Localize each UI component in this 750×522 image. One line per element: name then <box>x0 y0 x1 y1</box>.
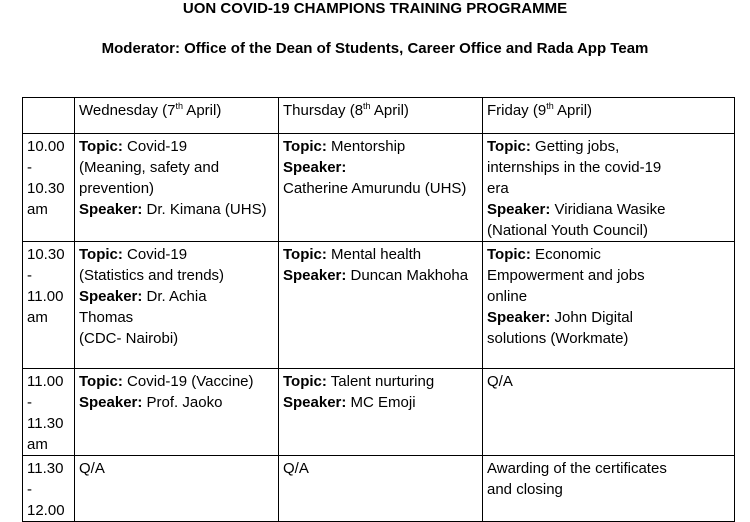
speaker-continuation: Thomas <box>79 309 134 326</box>
speaker-text: Dr. Kimana (UHS) <box>142 201 267 218</box>
topic-continuation: prevention) <box>79 180 155 197</box>
speaker-label: Speaker: <box>487 309 551 326</box>
topic-line <box>283 136 478 157</box>
time-text: 10.00 <box>27 138 65 155</box>
session-cell <box>75 134 279 242</box>
topic-label: Topic: <box>79 138 123 155</box>
speaker-text: Prof. Jaoko <box>142 394 223 411</box>
speaker-line <box>79 286 274 307</box>
topic-line <box>79 371 274 392</box>
session-cell <box>279 134 483 242</box>
topic-line <box>79 244 274 265</box>
time-text: 10.30 <box>27 180 65 197</box>
speaker-line <box>79 199 274 220</box>
topic-text: Covid-19 <box>122 246 188 263</box>
topic-line <box>487 244 730 265</box>
topic-text: Mentorship <box>326 138 406 155</box>
topic-continuation: online <box>487 288 528 305</box>
time-text: 11.30 <box>27 415 64 432</box>
time-cell <box>23 369 75 456</box>
session-text: Q/A <box>283 460 309 477</box>
topic-label: Topic: <box>283 373 327 390</box>
speaker-text: Viridiana Wasike <box>550 201 666 218</box>
time-text: 11.00 <box>27 288 64 305</box>
speaker-text: Duncan Makhoha <box>346 267 469 284</box>
corner-cell <box>23 98 75 134</box>
table-row <box>23 242 735 369</box>
time-text: am <box>27 436 48 453</box>
time-text: - <box>27 481 32 498</box>
speaker-label: Speaker: <box>283 267 347 284</box>
table-row <box>23 134 735 242</box>
topic-label: Topic: <box>79 373 123 390</box>
session-cell <box>483 242 735 369</box>
session-cell <box>483 134 735 242</box>
topic-continuation: Empowerment and jobs <box>487 267 645 284</box>
topic-line <box>283 244 478 265</box>
speaker-line <box>487 307 730 328</box>
speaker-label: Speaker: <box>487 201 551 218</box>
topic-text: Covid-19 (Vaccine) <box>122 373 254 390</box>
topic-text: Getting jobs, <box>530 138 620 155</box>
speaker-text: MC Emoji <box>346 394 416 411</box>
session-cell <box>279 456 483 522</box>
speaker-line <box>283 157 478 178</box>
session-cell <box>483 369 735 456</box>
speaker-line <box>283 392 478 413</box>
session-cell <box>75 369 279 456</box>
session-cell <box>75 242 279 369</box>
speaker-continuation: Catherine Amurundu (UHS) <box>283 180 467 197</box>
topic-continuation: (Meaning, safety and <box>79 159 220 176</box>
speaker-line <box>487 199 730 220</box>
session-cell <box>279 369 483 456</box>
topic-label: Topic: <box>283 138 327 155</box>
time-text: 11.00 <box>27 373 64 390</box>
speaker-text: Dr. Achia <box>142 288 207 305</box>
speaker-continuation: (National Youth Council) <box>487 222 648 239</box>
topic-text: Talent nurturing <box>326 373 435 390</box>
topic-continuation: (Statistics and trends) <box>79 267 225 284</box>
time-text: 11.30 <box>27 460 64 477</box>
session-cell <box>483 456 735 522</box>
time-cell <box>23 134 75 242</box>
speaker-line <box>79 392 274 413</box>
time-text: - <box>27 394 32 411</box>
session-cell <box>75 456 279 522</box>
table-row <box>23 369 735 456</box>
header-row <box>23 98 735 134</box>
topic-text: Mental health <box>326 246 422 263</box>
speaker-continuation: (CDC- Nairobi) <box>79 330 179 347</box>
session-cell <box>279 242 483 369</box>
topic-text: Covid-19 <box>122 138 188 155</box>
session-text: Awarding of the certificates <box>487 460 667 477</box>
column-header: Friday (9th April) <box>483 98 735 134</box>
topic-line <box>487 136 730 157</box>
time-cell <box>23 456 75 522</box>
topic-line <box>283 371 478 392</box>
topic-continuation: era <box>487 180 509 197</box>
speaker-label: Speaker: <box>283 394 347 411</box>
time-text: 12.00 <box>27 502 65 519</box>
table-row <box>23 456 735 522</box>
moderator-line: Moderator: Office of the Dean of Students, Career Office and Rada App Team <box>101 40 649 57</box>
topic-continuation: internships in the covid-19 <box>487 159 662 176</box>
topic-line <box>79 136 274 157</box>
topic-label: Topic: <box>487 138 531 155</box>
schedule-table <box>22 97 735 522</box>
time-cell <box>23 242 75 369</box>
speaker-text: John Digital <box>550 309 633 326</box>
topic-label: Topic: <box>79 246 123 263</box>
speaker-label: Speaker: <box>283 159 347 176</box>
topic-label: Topic: <box>283 246 327 263</box>
time-text: - <box>27 159 32 176</box>
speaker-label: Speaker: <box>79 394 143 411</box>
time-text: am <box>27 309 48 326</box>
topic-text: Economic <box>530 246 601 263</box>
speaker-label: Speaker: <box>79 288 143 305</box>
column-header: Thursday (8th April) <box>279 98 483 134</box>
column-header: Wednesday (7th April) <box>75 98 279 134</box>
time-text: 10.30 <box>27 246 65 263</box>
session-text: Q/A <box>79 460 105 477</box>
time-text: am <box>27 201 48 218</box>
topic-label: Topic: <box>487 246 531 263</box>
session-text: and closing <box>487 481 563 498</box>
speaker-line <box>283 265 478 286</box>
speaker-continuation: solutions (Workmate) <box>487 330 629 347</box>
speaker-label: Speaker: <box>79 201 143 218</box>
session-text: Q/A <box>487 373 513 390</box>
time-text: - <box>27 267 32 284</box>
page-title: UON COVID-19 CHAMPIONS TRAINING PROGRAMME <box>182 0 568 17</box>
